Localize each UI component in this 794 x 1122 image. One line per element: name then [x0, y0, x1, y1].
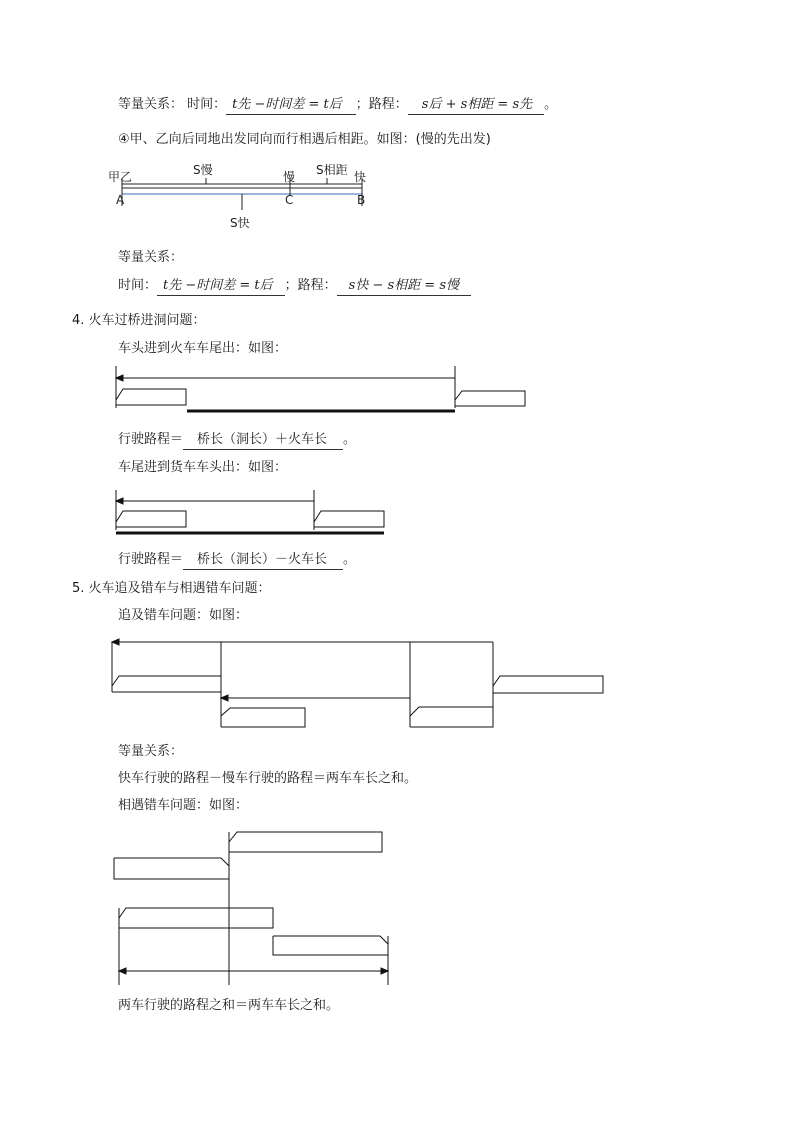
line2-time-equation: t先 −时间差 = t后 — [157, 277, 285, 296]
section-4-result1 — [118, 431, 356, 450]
label-s-gap: S相距 — [316, 163, 348, 177]
label-point-a: A — [116, 193, 125, 207]
equation-line-1 — [118, 96, 557, 115]
line1-prefix: 等量关系： 时间： — [118, 97, 227, 112]
label-point-b: B — [357, 193, 366, 207]
line1-path-equation: s后 + s相距 = s先 — [408, 96, 544, 115]
section-5-sub2: 相遇错车问题：如图： — [118, 798, 249, 813]
line1-end: 。 — [544, 97, 558, 112]
line1-time-equation: t先 −时间差 = t后 — [226, 96, 356, 115]
result1-answer: 桥长（洞长）＋火车长 — [183, 431, 343, 450]
result2-prefix: 行驶路程＝ — [118, 552, 184, 567]
label-slow: 慢 — [283, 170, 296, 184]
equation-label-2: 等量关系： — [118, 250, 184, 265]
section-5-sub1: 追及错车问题：如图： — [118, 608, 249, 623]
label-jia-yi: 甲乙 — [108, 170, 133, 184]
result2-end: 。 — [343, 552, 357, 567]
line1-mid: ；路程： — [355, 97, 408, 112]
section-5-title: 5. 火车追及错车与相遇错车问题： — [72, 581, 271, 596]
section-5-relation2: 两车行驶的路程之和＝两车车长之和。 — [118, 998, 340, 1013]
result1-prefix: 行驶路程＝ — [118, 432, 184, 447]
result2-answer: 桥长（洞长）－火车长 — [183, 551, 343, 570]
section-4-title: 4. 火车过桥进洞问题： — [72, 313, 206, 328]
label-s-fast: S快 — [230, 216, 250, 230]
line2-mid: ；路程： — [284, 278, 337, 293]
case4-text: ④甲、乙向后同地出发同向而行相遇后相距。如图：(慢的先出发) — [118, 132, 491, 147]
section-4-sub2: 车尾进到货车车头出：如图： — [118, 460, 288, 475]
line2-prefix: 时间： — [118, 278, 158, 293]
result1-end: 。 — [343, 432, 357, 447]
section-5-eq-label: 等量关系： — [118, 744, 184, 759]
section-5-relation1: 快车行驶的路程－慢车行驶的路程＝两车车长之和。 — [118, 771, 418, 786]
line2-path-equation: s快 − s相距 = s慢 — [337, 277, 471, 296]
section-4-result2 — [118, 551, 356, 570]
label-point-c: C — [285, 193, 294, 207]
label-fast: 快 — [354, 170, 367, 184]
label-s-slow: S慢 — [193, 163, 213, 177]
equation-line-2 — [118, 277, 471, 296]
section-4-sub1: 车头进到火车车尾出：如图： — [118, 341, 288, 356]
